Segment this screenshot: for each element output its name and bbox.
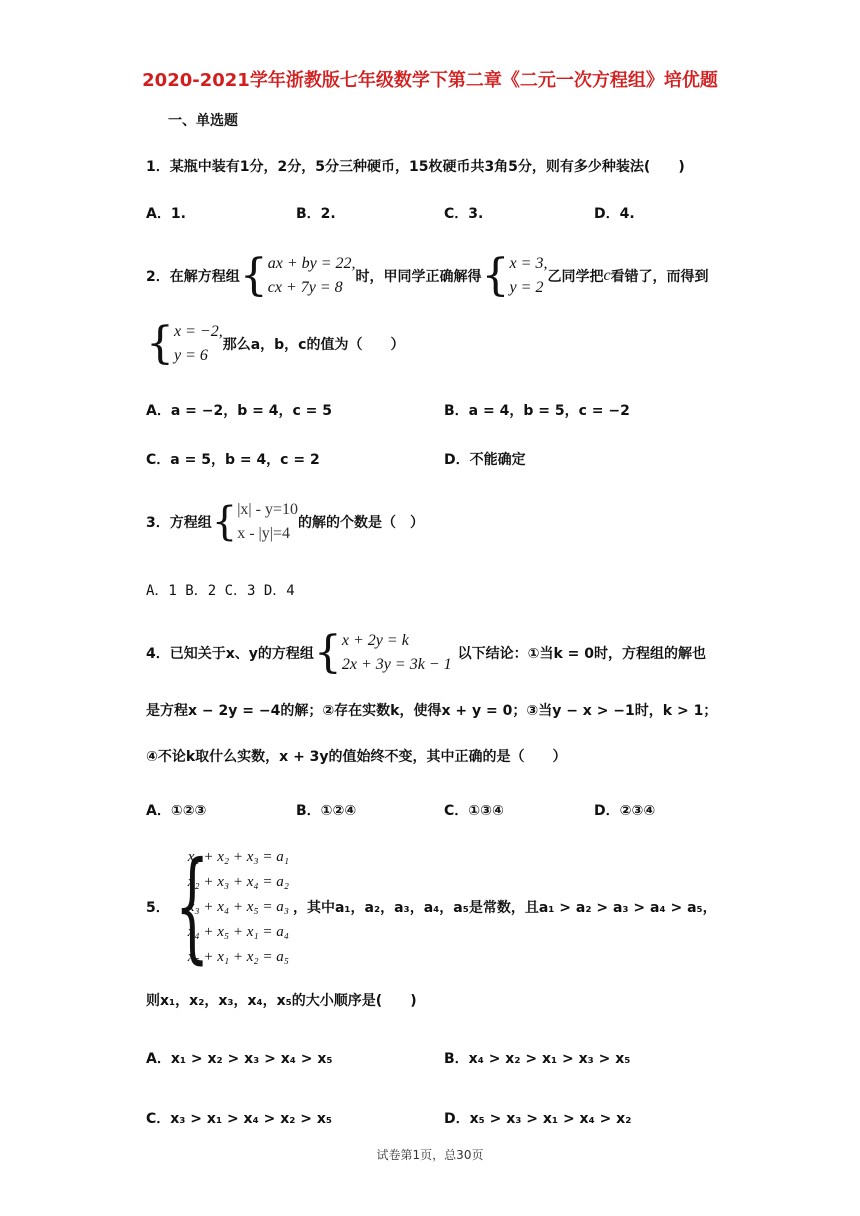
q4-eq2: 2x + 3y = 3k − 1 xyxy=(341,656,452,673)
q2-option-d: D．不能确定 xyxy=(444,452,526,468)
q3-prefix: 3．方程组 xyxy=(146,515,212,531)
q5-system xyxy=(170,837,289,976)
q5-eq4: x₄ + x₅ + x₁ = a₄ xyxy=(187,923,289,940)
q1-option-c: C．3. xyxy=(444,206,484,222)
q2-prefix: 2．在解方程组 xyxy=(146,269,240,285)
q5-option-d: D．x₅ > x₃ > x₁ > x₄ > x₂ xyxy=(444,1111,632,1127)
q1-option-d: D．4. xyxy=(594,206,635,222)
q2-system-1 xyxy=(240,252,356,300)
section-heading: 一、单选题 xyxy=(168,113,238,129)
q5-eq1: x₁ + x₂ + x₃ = a₁ xyxy=(187,848,289,865)
question-3 xyxy=(146,496,424,548)
q4-option-c: C．①③④ xyxy=(444,803,504,819)
q2-sys1-eq2: cx + 7y = 8 xyxy=(267,279,343,296)
question-4-line-2: 是方程x − 2y = −4的解；②存在实数k，使得x + y = 0；③当y − x > −1时，k > 1； xyxy=(146,703,718,719)
q2-system-3 xyxy=(146,320,223,368)
page-footer: 试卷第1页，总30页 xyxy=(376,1148,484,1162)
page-title: 2020-2021学年浙教版七年级数学下第二章《二元一次方程组》培优题 xyxy=(142,70,718,91)
q4-system xyxy=(314,629,452,677)
q5-num: 5． xyxy=(146,900,170,916)
q2-mid: 时，甲同学正确解得 xyxy=(355,269,482,285)
question-2 xyxy=(146,248,709,304)
q3-eq2: x - |y|=4 xyxy=(237,525,290,542)
question-1: 1．某瓶中装有1分，2分，5分三种硬币，15枚硬币共3角5分，则有多少种装法( ) xyxy=(146,159,685,175)
q2-option-a: A．a = −2，b = 4，c = 5 xyxy=(146,403,332,419)
question-5-line-2: 则x₁，x₂，x₃，x₄，x₅的大小顺序是( ) xyxy=(146,993,417,1009)
q3-suffix: 的解的个数是（ ） xyxy=(297,515,424,531)
question-5 xyxy=(146,837,717,976)
q1-option-a: A．1. xyxy=(146,206,186,222)
q3-system xyxy=(212,498,298,546)
q4-option-a: A．①②③ xyxy=(146,803,207,819)
brace-icon: { xyxy=(313,627,342,678)
q5-option-a: A．x₁ > x₂ > x₃ > x₄ > x₅ xyxy=(146,1051,333,1067)
q2-system-2 xyxy=(482,252,548,300)
q3-options: A．1 B．2 C．3 D．4 xyxy=(146,583,295,599)
brace-icon: { xyxy=(239,250,268,301)
brace-icon: { xyxy=(211,499,238,545)
q4-option-b: B．①②④ xyxy=(296,803,357,819)
q2-option-b: B．a = 4，b = 5，c = −2 xyxy=(444,403,630,419)
q2-tail: 那么a，b，c的值为（ ） xyxy=(222,337,405,353)
q4-line1b: 以下结论：①当k = 0时，方程组的解也 xyxy=(457,646,706,662)
q2-sys3-eq1: x = −2, xyxy=(174,323,223,340)
q2-sys2-eq1: x = 3, xyxy=(509,255,548,272)
brace-icon: { xyxy=(174,837,210,976)
q5-eq2: x₂ + x₃ + x₄ = a₂ xyxy=(187,873,289,890)
q2-suffix: 乙同学把 xyxy=(547,269,604,285)
q5-option-c: C．x₃ > x₁ > x₄ > x₂ > x₅ xyxy=(146,1111,332,1127)
q1-option-b: B．2. xyxy=(296,206,336,222)
q2-sys1-eq1: ax + by = 22, xyxy=(267,255,356,272)
q3-eq1: |x| - y=10 xyxy=(237,501,298,518)
q4-eq1: x + 2y = k xyxy=(341,632,409,649)
q2-suffix2: 看错了，而得到 xyxy=(610,269,709,285)
q2-sys3-eq2: y = 6 xyxy=(174,347,208,364)
q5-eq5: x₅ + x₁ + x₂ = a₅ xyxy=(187,948,289,965)
question-2-line-2 xyxy=(146,316,404,372)
q2-c-var: c xyxy=(603,267,611,284)
brace-icon: { xyxy=(481,250,510,301)
brace-icon: { xyxy=(146,318,174,369)
q4-line1a: 4．已知关于x、y的方程组 xyxy=(146,646,314,662)
q2-sys2-eq2: y = 2 xyxy=(509,279,544,296)
q5-option-b: B．x₄ > x₂ > x₁ > x₃ > x₅ xyxy=(444,1051,631,1067)
q5-eq3: x₃ + x₄ + x₅ = a₃ xyxy=(187,898,289,915)
q5-suffix: ，其中a₁，a₂，a₃，a₄，a₅是常数，且a₁ > a₂ > a₃ > a₄ > a₅， xyxy=(292,900,717,916)
question-4-line-3: ④不论k取什么实数，x + 3y的值始终不变，其中正确的是（ ） xyxy=(146,749,567,765)
question-4 xyxy=(146,626,706,680)
q2-option-c: C．a = 5，b = 4，c = 2 xyxy=(146,452,320,468)
q4-option-d: D．②③④ xyxy=(594,803,656,819)
